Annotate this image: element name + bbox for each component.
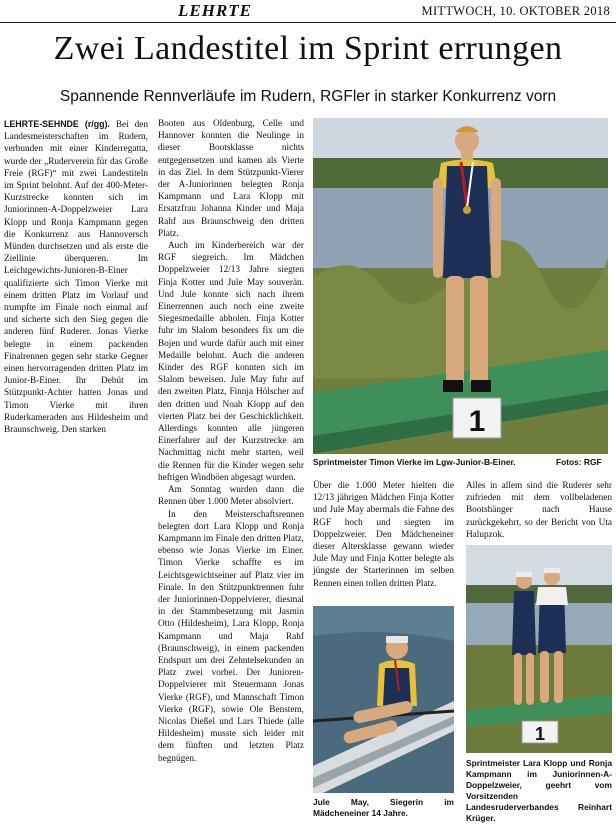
photo-klopp-kampmann-podium [466,545,612,753]
header-rule [0,22,616,23]
paragraph: In den Meisterschaftsrennen belegten dort Lara Klopp und Ronja Kampmann im Finale den dritten Platz, ebenso wie Jonas Vierke im Einer. Timon Vierke schaffte es im Leichtsgewichtseiner auf Platz vier im Finale. In den Stützpunktrennen fuhr der Juniorinnen-Doppelvierer, diesmal in der Stammbesetzung mit Jasmin Otto (Hildesheim), Lara Klopp, Ronja Kampmann und Maja Rahf (Braunschweig), in einem packenden Endspurt um drei Zehntelsekunden an Platz zwei vorbei. Der Junioren-Doppelvierer mit Steuermann Jonas Vierke (RGF), und Mannschaft Timon Vierke (RGF), sowie Ole Benstem, Nicolas Dießel und Lars Thiede (alle Hildesheim) musste sich leider mit dem fünften und letzten Platz begnügen. [158,509,304,764]
text-column-1 [4,118,148,436]
paragraph: Booten aus Oldenburg, Celle und Hannover konnten die Neulinge in dieser Bootsklasse nichts entgegensetzen und kamen als Vierte in das Ziel. In dem Stützpunkt-Vierer der A-Juniorinnen belegten Ronja Kampmann und Lara Klopp mit Ersatzfrau Johanna Kinder und Maja Rahf aus Braunschweig den dritten Platz. [158,119,304,239]
text-column-2 [158,118,304,765]
photo-caption-main: Sprintmeister Timon Vierke im Lgw-Junior-B-Einer. [313,457,516,467]
photo-caption-pair: Sprintmeister Lara Klopp und Ronja Kampmann im Juniorinnen-A-Doppelzweier, geehrt vom Vorsitzenden Landesruderverbandes Reinhart Krüger. [466,758,612,823]
podium-number: 1 [468,405,486,438]
photo-jule-may-boat [313,606,454,793]
photo-credit: Fotos: RGF [556,457,602,467]
photo-timon-vierke-podium [313,118,608,454]
paragraph: Auch im Kinderbereich war der RGF siegreich. Im Mädchen Doppelzweier 12/13 Jahre siegten Finja Kotter und Jule May souverän. Und Jule konnte sich nach ihrem Einerrennen auch noch eine zweite Siegesmedaille abholen. Finja Kotter fuhr im Slalom besonders fix um die Bojen und wurde dafür auch mit einer Medaille belohnt. Auch die anderen Kinder des RGF konnten sich im Slalom beweisen. Jule May fuhr auf den zweiten Platz, Finnja Hölscher auf den dritten und Noah Klopp auf den vierten Platz bei der Geschicklichkeit. Allerdings konnten alle jüngeren Einerfahrer auf der Kurzstrecke am Nachmittag nicht mehr starten, weil die Rennen für die Kinder wegen sehr heftigen Windböen abgesagt wurden. [158,241,304,483]
photo-caption-boat: Jule May, Siegerin im Mädcheneiner 14 Jahre. [313,797,454,818]
paragraph: Bei den Landesmeisterschaften im Rudern, verbunden mit einer Kinderregatta, wurde der „Ruderverein für das Große Freie (RGF)“ mit zwei Landestiteln im Sprint belohnt. Auf der 400-Meter-Kurzstrecke konnten sich im Juniorinnen-A-Doppelzweier Lara Klopp und Ronja Kampmann gegen die Konkurrenz aus Hannoversch Münden durchsetzen und als erste die Ziellinie überqueren. Im Leichtgewichts-Junioren-B-Einer qualifizierte sich Timon Vierke mit einem dritten Platz im Vorlauf und trumpfte im Finale noch einmal auf und sicherte sich den Sieg gegen die anderen fünf Ruderer. Jonas Vierke belegte in einem packenden Finalrennen gegen sehr starke Gegner einen hervorragenden dritten Platz im Junior-B-Einer. Ihr Debüt im Stützpunkt-Achter hatten Jonas und Timon Vierke mit ihren Ruderkameraden aus Hildesheim und Braunschweig. Den starken [4,120,149,436]
text-column-3 [313,480,454,590]
issue-date: MITTWOCH, 10. OKTOBER 2018 [421,4,610,18]
article-subheadline: Spannende Rennverläufe im Rudern, RGFler in starker Konkurrenz vorn [59,88,557,105]
section-name: LEHRTE [178,1,253,20]
paragraph: Am Sonntag wurden dann die Rennen über 1.000 Meter absolviert. [158,485,304,508]
page-header [0,0,616,22]
podium-number: 1 [534,724,546,744]
article-headline: Zwei Landestitel im Sprint errungen [53,30,563,67]
article-dateline: LEHRTE-SEHNDE (r/gg). [4,119,110,129]
text-column-4 [466,480,612,541]
paragraph: Alles in allem sind die Ruderer sehr zufrieden mit dem vollbeladenen Bootshänger nach Hause zurückgekehrt, so der Bericht von Uta Halupzok. [466,481,612,540]
paragraph: Über die 1.000 Meter hielten die 12/13 jährigen Mädchen Finja Kotter und Jule May abermals die Fahne des RGF hoch und siegten im Doppelzweier. Den Mädcheneiner dieser Altersklasse gewann wieder Jule May und Finja Kotter belegte als jüngste der Starterinnen im selben Rennen einen tollen dritten Platz. [313,481,454,589]
